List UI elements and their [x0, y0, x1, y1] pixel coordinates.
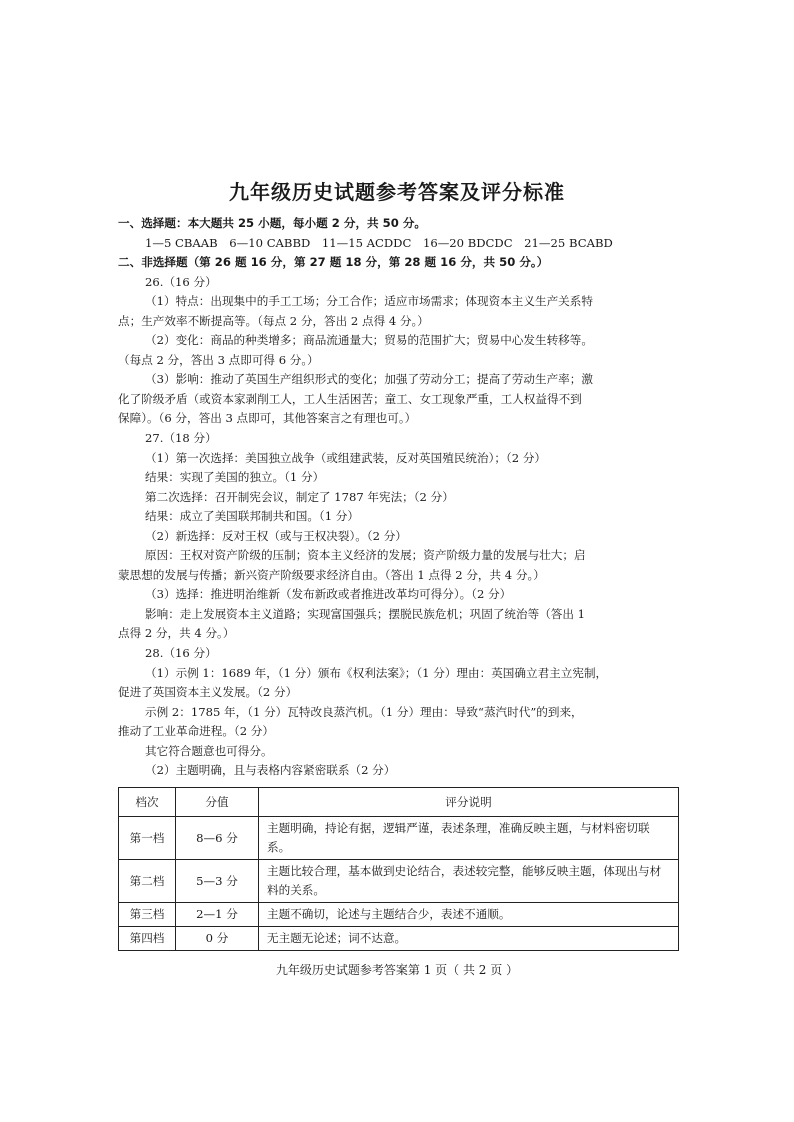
header-level: 档次 — [119, 788, 176, 817]
q28-line: （1）示例 1：1689 年，（1 分）颁布《权利法案》；（1 分）理由：英国确立君主立宪制， — [145, 665, 608, 680]
description-cell: 主题明确，持论有据，逻辑严谨，表述条理，准确反映主题，与材料密切联系。 — [259, 817, 679, 860]
table-row — [119, 927, 679, 951]
score-cell: 0 分 — [176, 927, 259, 951]
q28-line: （2）主题明确，且与表格内容紧密联系（2 分） — [145, 763, 396, 778]
q28-line: 促进了英国资本主义发展。（2 分） — [118, 685, 298, 700]
q27-line: 结果：成立了美国联邦制共和国。（1 分） — [145, 509, 359, 524]
q28-line: 推动了工业革命进程。（2 分） — [118, 724, 274, 739]
level-cell: 第三档 — [119, 903, 176, 927]
score-cell: 8—6 分 — [176, 817, 259, 860]
q27-line: 影响：走上发展资本主义道路；实现富国强兵；摆脱民族危机；巩固了统治等（答出 1 — [145, 606, 586, 621]
scoring-table — [118, 787, 679, 951]
q28-line: 其它符合题意也可得分。 — [145, 743, 273, 758]
table-row — [119, 817, 679, 860]
description-cell: 无主题无论述；词不达意。 — [259, 927, 679, 951]
q27-line: （1）第一次选择：美国独立战争（或组建武装，反对英国殖民统治）；（2 分） — [145, 450, 547, 465]
q28-line: 示例 2：1785 年，（1 分）瓦特改良蒸汽机。（1 分）理由：导致“蒸汽时代”的到来， — [145, 704, 583, 719]
q26-label: 26.（16 分） — [145, 274, 217, 289]
q27-line: （2）新选择：反对王权（或与王权决裂）。（2 分） — [145, 528, 407, 543]
q27-line: 原因：王权对资产阶级的压制；资本主义经济的发展；资产阶级力量的发展与壮大；启 — [145, 548, 586, 563]
q26-p1-line1: （1）特点：出现集中的手工工场；分工合作；适应市场需求；体现资本主义生产关系特 — [145, 294, 593, 309]
q27-label: 27.（18 分） — [145, 431, 217, 446]
level-cell: 第二档 — [119, 860, 176, 903]
q26-p1-line2: 点；生产效率不断提高等。（每点 2 分，答出 2 点得 4 分。） — [118, 313, 429, 328]
level-cell: 第四档 — [119, 927, 176, 951]
header-description: 评分说明 — [259, 788, 679, 817]
q27-line: 结果：实现了美国的独立。（1 分） — [145, 470, 325, 485]
header-score: 分值 — [176, 788, 259, 817]
table-header-row — [119, 788, 679, 817]
page-title: 九年级历史试题参考答案及评分标准 — [229, 180, 565, 204]
table-row — [119, 903, 679, 927]
q26-p3-line3: 保障）。（6 分，答出 3 点即可，其他答案言之有理也可。） — [118, 411, 417, 426]
q27-line: 蒙思想的发展与传播；新兴资产阶级要求经济自由。（答出 1 点得 2 分，共 4 分。） — [118, 567, 545, 582]
q27-line: （3）选择：推进明治维新（发布新政或者推进改革均可得分）。（2 分） — [145, 587, 512, 602]
q26-p3-line2: 化了阶级矛盾（或资本家剥削工人，工人生活困苦；童工、女工现象严重，工人权益得不到 — [118, 391, 582, 406]
q26-p2-line2: （每点 2 分，答出 3 点即可得 6 分。） — [118, 352, 319, 367]
score-cell: 2—1 分 — [176, 903, 259, 927]
level-cell: 第一档 — [119, 817, 176, 860]
q27-line: 点得 2 分，共 4 分。） — [118, 626, 235, 641]
section1-heading: 一、选择题：本大题共 25 小题，每小题 2 分，共 50 分。 — [118, 216, 427, 230]
description-cell: 主题比较合理，基本做到史论结合，表述较完整，能够反映主题，体现出与材料的关系。 — [259, 860, 679, 903]
table-row — [119, 860, 679, 903]
q28-label: 28.（16 分） — [145, 646, 217, 661]
score-cell: 5—3 分 — [176, 860, 259, 903]
section2-heading: 二、非选择题（第 26 题 16 分，第 27 题 18 分，第 28 题 16 分，共 50 分。） — [118, 255, 549, 270]
q27-line: 第二次选择：召开制宪会议，制定了 1787 年宪法；（2 分） — [145, 489, 454, 504]
multiple-choice-answers: 1—5 CBAAB 6—10 CABBD 11—15 ACDDC 16—20 BDCDC 21—25 BCABD — [145, 235, 613, 250]
description-cell: 主题不确切，论述与主题结合少，表述不通顺。 — [259, 903, 679, 927]
q26-p3-line1: （3）影响：推动了英国生产组织形式的变化；加强了劳动分工；提高了劳动生产率；激 — [145, 372, 593, 387]
q26-p2-line1: （2）变化：商品的种类增多；商品流通量大；贸易的范围扩大；贸易中心发生转移等。 — [145, 333, 593, 348]
answer-content — [118, 214, 680, 781]
page-footer: 九年级历史试题参考答案第 1 页（ 共 2 页 ） — [275, 963, 519, 977]
